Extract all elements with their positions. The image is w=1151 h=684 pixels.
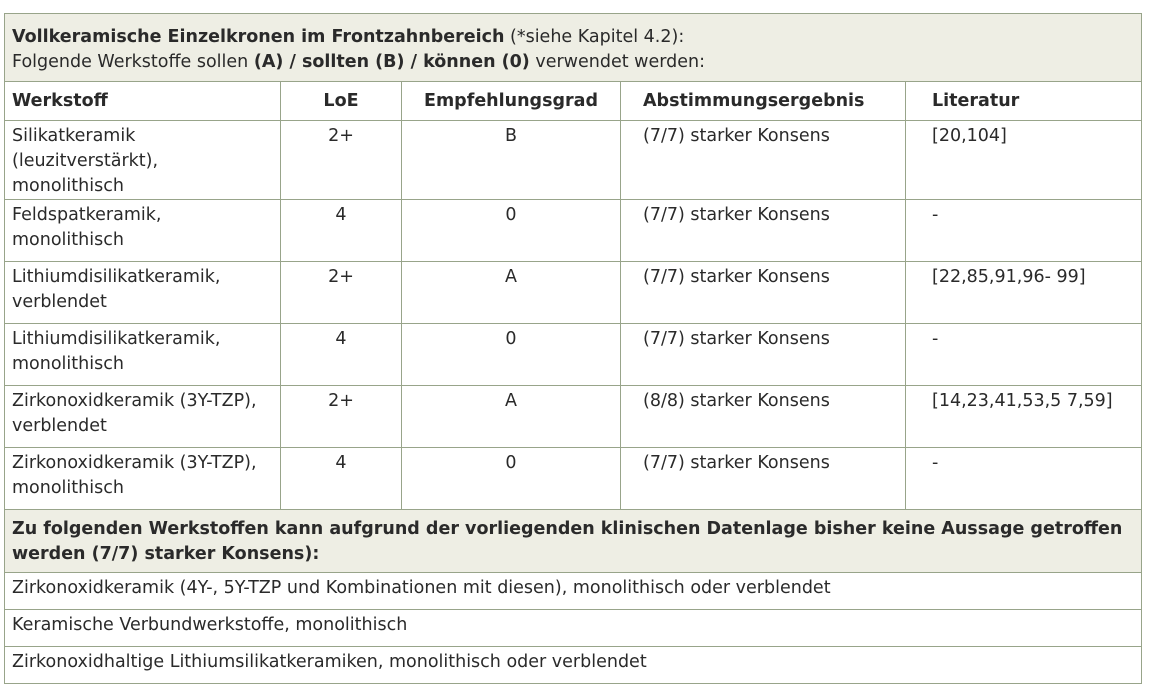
subtitle-grades: (A) / sollten (B) / können (0) (253, 52, 530, 72)
cell-grad: 0 (402, 200, 621, 262)
note-row (5, 510, 1142, 573)
table-row (5, 121, 1142, 200)
werkstoff-line-1: Zirkonoxidkeramik (3Y-TZP), (12, 453, 257, 473)
cell-loe: 2+ (281, 262, 402, 324)
cell-literatur: - (906, 200, 1142, 262)
table-title-reference: (*siehe Kapitel 4.2): (504, 27, 685, 47)
cell-loe: 2+ (281, 386, 402, 448)
werkstoff-line-1: Zirkonoxidkeramik (3Y-TZP), (12, 391, 257, 411)
cell-grad: 0 (402, 448, 621, 510)
subtitle-text-1: Folgende Werkstoffe sollen (12, 52, 254, 72)
cell-loe: 4 (281, 200, 402, 262)
table-header-block (5, 14, 1142, 82)
table-row (5, 324, 1142, 386)
column-header-literatur: Literatur (906, 82, 1142, 121)
cell-literatur: - (906, 448, 1142, 510)
werkstoff-line-1: Lithiumdisilikatkeramik, (12, 267, 221, 287)
table-row (5, 448, 1142, 510)
cell-grad: A (402, 262, 621, 324)
table-title (12, 25, 1134, 50)
cell-literatur: [22,85,91,96- 99] (906, 262, 1142, 324)
table-row (5, 573, 1142, 610)
werkstoff-line-2: monolithisch (12, 354, 124, 374)
cell-grad: B (402, 121, 621, 200)
table-row (5, 200, 1142, 262)
table-subtitle (12, 50, 1134, 75)
cell-abstimmung: (7/7) starker Konsens (621, 448, 906, 510)
column-header-abstimmung: Abstimmungsergebnis (621, 82, 906, 121)
table-title-cell (5, 14, 1142, 82)
note-line-1: Zu folgenden Werkstoffen kann aufgrund der vorliegenden klinischen Datenlage bisher keine Aussage getroffen (12, 519, 1123, 539)
cell-werkstoff (5, 200, 281, 262)
table-row (5, 647, 1142, 684)
werkstoff-line-1: Feldspatkeramik, (12, 205, 162, 225)
cell-abstimmung: (7/7) starker Konsens (621, 324, 906, 386)
cell-werkstoff (5, 386, 281, 448)
cell-abstimmung: (7/7) starker Konsens (621, 262, 906, 324)
extra-material-cell: Keramische Verbundwerkstoffe, monolithisch (5, 610, 1142, 647)
cell-werkstoff (5, 448, 281, 510)
subtitle-text-2: verwendet werden: (529, 52, 705, 72)
cell-abstimmung: (8/8) starker Konsens (621, 386, 906, 448)
column-header-werkstoff: Werkstoff (5, 82, 281, 121)
werkstoff-line-1: Silikatkeramik (leuzitverstärkt), (12, 126, 159, 171)
table-title-bold: Vollkeramische Einzelkronen im Frontzahnbereich (12, 27, 505, 47)
cell-grad: A (402, 386, 621, 448)
cell-werkstoff (5, 324, 281, 386)
table-row (5, 386, 1142, 448)
note-cell (5, 510, 1142, 573)
column-header-row (5, 82, 1142, 121)
recommendation-table-container (4, 13, 1141, 684)
werkstoff-line-2: verblendet (12, 416, 107, 436)
werkstoff-line-1: Lithiumdisilikatkeramik, (12, 329, 221, 349)
werkstoff-line-2: monolithisch (12, 478, 124, 498)
cell-grad: 0 (402, 324, 621, 386)
cell-literatur: - (906, 324, 1142, 386)
column-header-loe: LoE (281, 82, 402, 121)
note-line-2: werden (7/7) starker Konsens): (12, 544, 320, 564)
table-row (5, 262, 1142, 324)
cell-loe: 2+ (281, 121, 402, 200)
werkstoff-line-2: monolithisch (12, 230, 124, 250)
werkstoff-line-2: monolithisch (12, 176, 124, 196)
werkstoff-line-2: verblendet (12, 292, 107, 312)
cell-loe: 4 (281, 324, 402, 386)
cell-werkstoff (5, 121, 281, 200)
cell-literatur: [14,23,41,53,5 7,59] (906, 386, 1142, 448)
table-row (5, 610, 1142, 647)
cell-abstimmung: (7/7) starker Konsens (621, 200, 906, 262)
extra-material-cell: Zirkonoxidkeramik (4Y-, 5Y-TZP und Kombinationen mit diesen), monolithisch oder verblendet (5, 573, 1142, 610)
cell-loe: 4 (281, 448, 402, 510)
column-header-empfehlungsgrad: Empfehlungsgrad (402, 82, 621, 121)
cell-werkstoff (5, 262, 281, 324)
recommendation-table (4, 13, 1142, 684)
cell-literatur: [20,104] (906, 121, 1142, 200)
extra-material-cell: Zirkonoxidhaltige Lithiumsilikatkeramiken, monolithisch oder verblendet (5, 647, 1142, 684)
cell-abstimmung: (7/7) starker Konsens (621, 121, 906, 200)
